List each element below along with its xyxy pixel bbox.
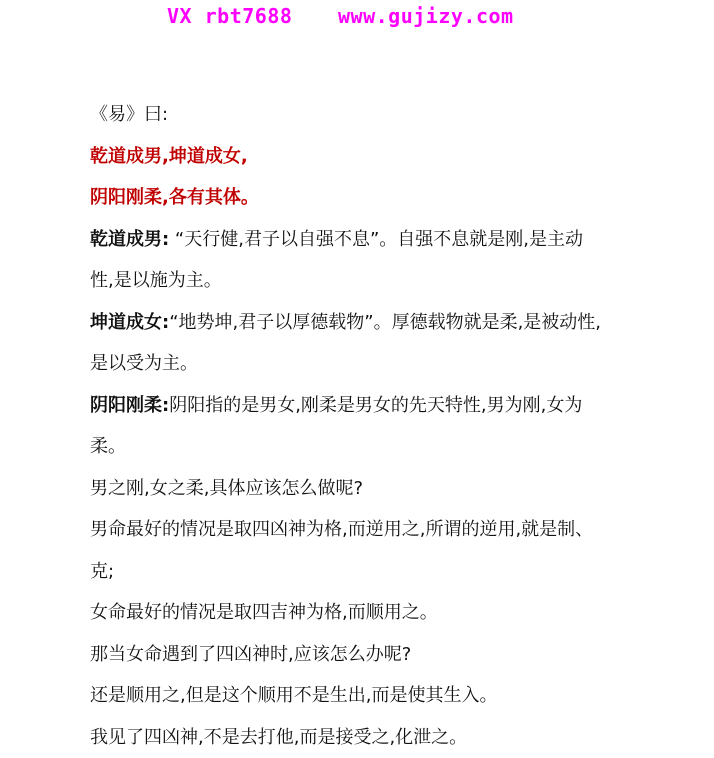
line-text: 是以受为主。 xyxy=(90,353,198,374)
paragraph-line xyxy=(90,468,670,510)
line-text: “地势坤,君子以厚德载物”。厚德载物就是柔,是被动性, xyxy=(169,312,601,333)
paragraph-line xyxy=(90,675,670,717)
line-text: 克; xyxy=(90,561,114,582)
term-label: 阴阳刚柔: xyxy=(90,395,169,416)
line-text: 还是顺用之,但是这个顺用不是生出,而是使其生入。 xyxy=(90,685,497,706)
line-text: 女命最好的情况是取四吉神为格,而顺用之。 xyxy=(90,602,438,623)
highlight-line-1 xyxy=(90,136,670,178)
paragraph-line xyxy=(90,592,670,634)
watermark-banner xyxy=(0,4,714,30)
line-text: 性,是以施为主。 xyxy=(90,270,222,291)
line-text: 男之刚,女之柔,具体应该怎么做呢? xyxy=(90,478,363,499)
paragraph-line-kun xyxy=(90,302,670,344)
term-label: 乾道成男: xyxy=(90,229,169,250)
paragraph-line-title xyxy=(90,94,670,136)
paragraph-line-yinyang xyxy=(90,385,670,427)
paragraph-line-qian-cont xyxy=(90,260,670,302)
line-text: “天行健,君子以自强不息”。自强不息就是刚,是主动 xyxy=(169,229,583,250)
watermark-url: www.gujizy.com xyxy=(338,4,514,28)
document-body xyxy=(90,94,670,758)
line-text: 男命最好的情况是取四凶神为格,而逆用之,所谓的逆用,就是制、 xyxy=(90,519,593,540)
highlight-line-2 xyxy=(90,177,670,219)
paragraph-line xyxy=(90,551,670,593)
paragraph-line-yinyang-cont xyxy=(90,426,670,468)
line-text: 阴阳指的是男女,刚柔是男女的先天特性,男为刚,女为 xyxy=(169,395,582,416)
line-text: 《易》曰: xyxy=(90,104,168,125)
paragraph-line-qian xyxy=(90,219,670,261)
line-text: 那当女命遇到了四凶神时,应该怎么办呢? xyxy=(90,644,411,665)
paragraph-line-kun-cont xyxy=(90,343,670,385)
line-text: 阴阳刚柔,各有其体。 xyxy=(90,187,259,208)
paragraph-line xyxy=(90,717,670,758)
line-text: 柔。 xyxy=(90,436,126,457)
watermark-contact: VX rbt7688 xyxy=(167,4,292,28)
term-label: 坤道成女: xyxy=(90,312,169,333)
paragraph-line xyxy=(90,634,670,676)
line-text: 我见了四凶神,不是去打他,而是接受之,化泄之。 xyxy=(90,727,467,748)
line-text: 乾道成男,坤道成女, xyxy=(90,146,248,167)
paragraph-line xyxy=(90,509,670,551)
